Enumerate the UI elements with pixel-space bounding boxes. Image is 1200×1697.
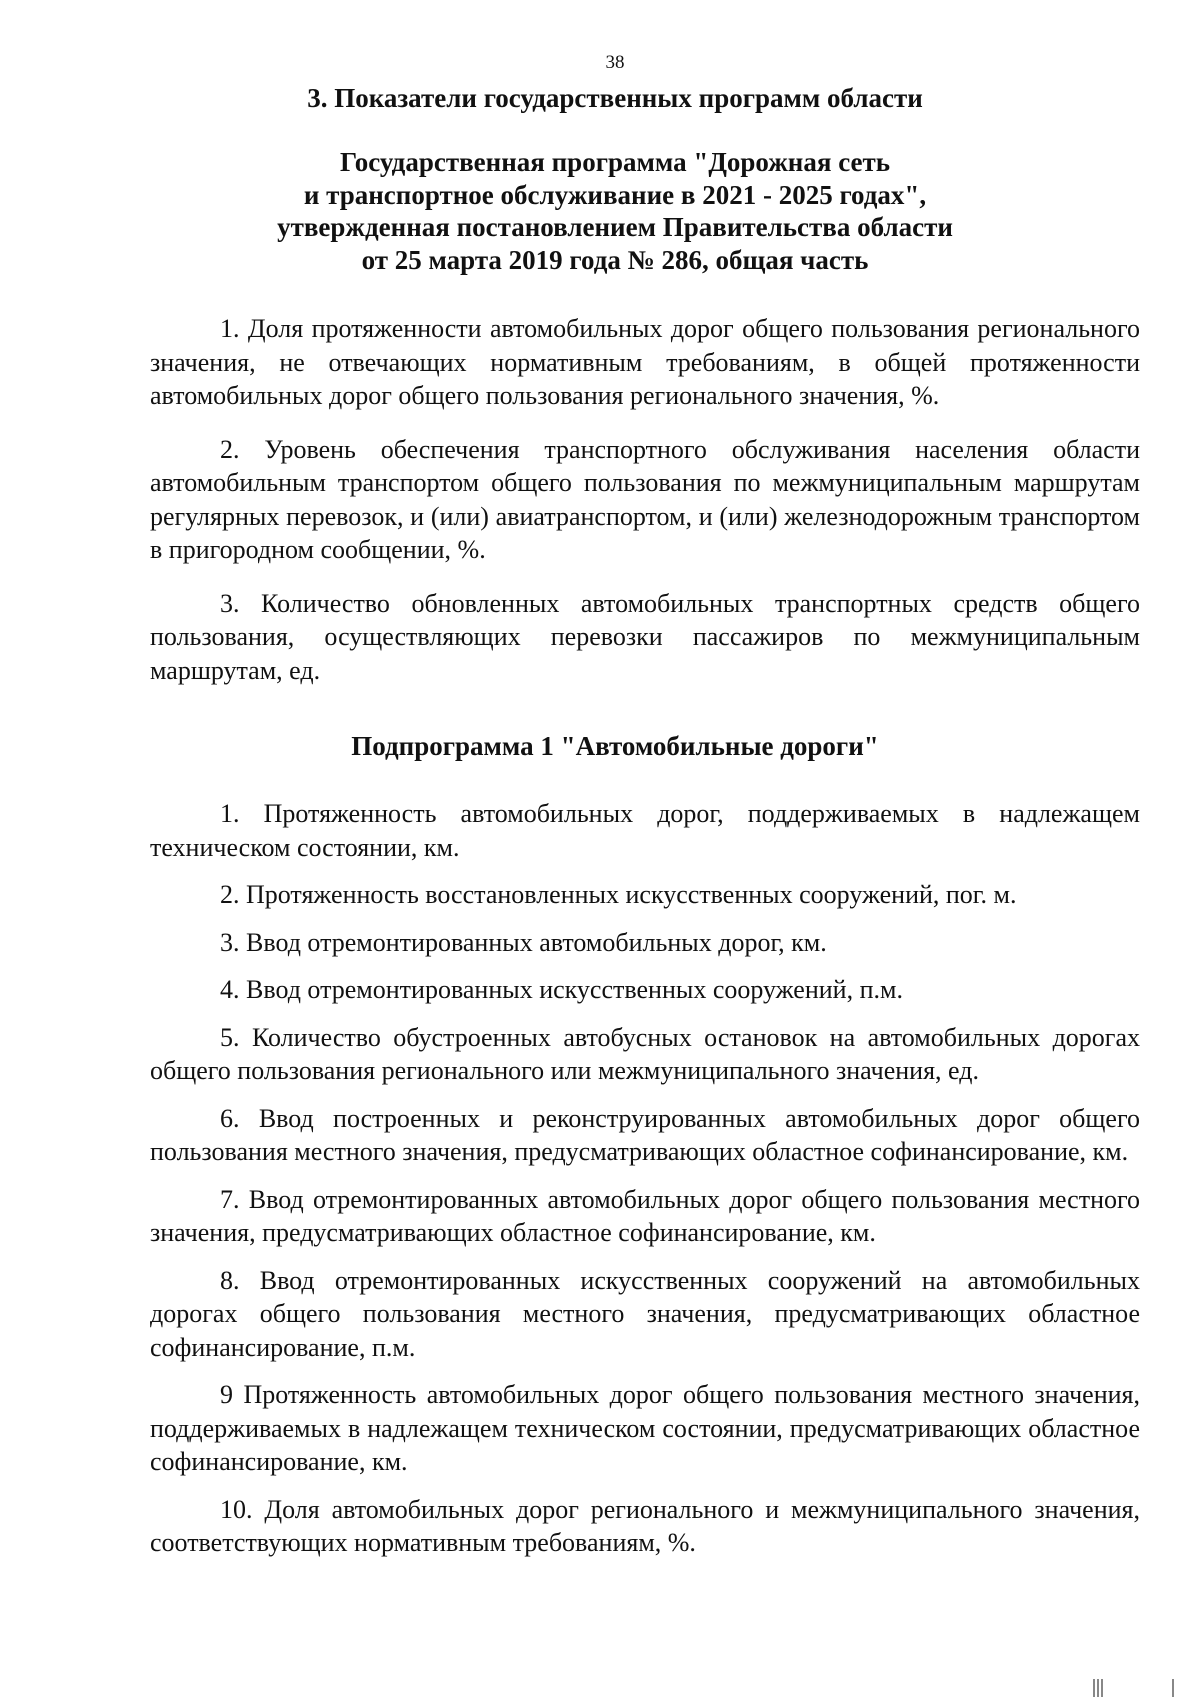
program-title-line: Государственная программа "Дорожная сеть xyxy=(339,147,891,177)
page-number: 38 xyxy=(605,52,625,73)
subprogram-indicator-item: 6. Ввод построенных и реконструированных автомобильных дорог общего пользования местного значения, предусматривающих областное софинансирование, км. xyxy=(150,1103,1140,1166)
section-title: 3. Показатели государственных программ области xyxy=(307,83,923,113)
program-indicator-item: 3. Количество обновленных автомобильных транспортных средств общего пользования, осуществляющих перевозки пассажиров по межмуниципальным маршрутам, ед. xyxy=(150,588,1140,685)
program-title-line: утвержденная постановлением Правительства области xyxy=(277,212,953,242)
program-indicator-item: 2. Уровень обеспечения транспортного обслуживания населения области автомобильным транспортом общего пользования по межмуниципальным маршрутам регулярных перевозок, и (или) авиатранспортом, и (или) железнодорожным транспортом в пригородном сообщении, %. xyxy=(150,434,1140,564)
program-title-line: от 25 марта 2019 года № 286, общая часть xyxy=(361,244,869,275)
scan-artifact xyxy=(1172,1679,1174,1697)
program-indicators-list xyxy=(150,312,1140,707)
program-title-line: и транспортное обслуживание в 2021 - 2025 годах", xyxy=(303,179,927,210)
subprogram-indicator-item: 2. Протяженность восстановленных искусственных сооружений, пог. м. xyxy=(220,880,1017,909)
subprogram-indicator-item: 4. Ввод отремонтированных искусственных сооружений, п.м. xyxy=(220,975,903,1004)
subprogram-indicator-item: 3. Ввод отремонтированных автомобильных дорог, км. xyxy=(220,927,827,957)
subprogram-indicator-item: 8. Ввод отремонтированных искусственных сооружений на автомобильных дорогах общего пользования местного значения, предусматривающих областное софинансирование, п.м. xyxy=(150,1265,1140,1362)
subprogram-indicator-item: 1. Протяженность автомобильных дорог, поддерживаемых в надлежащем техническом состоянии, км. xyxy=(150,799,1140,862)
scan-artifact xyxy=(1093,1679,1095,1697)
scan-artifact xyxy=(1101,1679,1103,1697)
subprogram-indicator-item: 9 Протяженность автомобильных дорог общего пользования местного значения, поддерживаемых в надлежащем техническом состоянии, предусматривающих областное софинансирование, км. xyxy=(150,1380,1140,1476)
subprogram-title: Подпрограмма 1 "Автомобильные дороги" xyxy=(351,731,879,761)
subprogram-indicator-item: 10. Доля автомобильных дорог регионального и межмуниципального значения, соответствующих нормативным требованиям, %. xyxy=(150,1494,1140,1557)
scan-artifact xyxy=(1097,1679,1099,1697)
subprogram-indicators-list xyxy=(150,797,1140,1574)
program-title xyxy=(0,146,1200,276)
subprogram-indicator-item: 7. Ввод отремонтированных автомобильных дорог общего пользования местного значения, предусматривающих областное софинансирование, км. xyxy=(150,1184,1140,1247)
subprogram-indicator-item: 5. Количество обустроенных автобусных остановок на автомобильных дорогах общего пользования регионального или межмуниципального значения, ед. xyxy=(150,1022,1140,1085)
program-indicator-item: 1. Доля протяженности автомобильных дорог общего пользования регионального значения, не отвечающих нормативным требованиям, в общей протяженности автомобильных дорог общего пользования регионального значения, %. xyxy=(150,314,1140,410)
